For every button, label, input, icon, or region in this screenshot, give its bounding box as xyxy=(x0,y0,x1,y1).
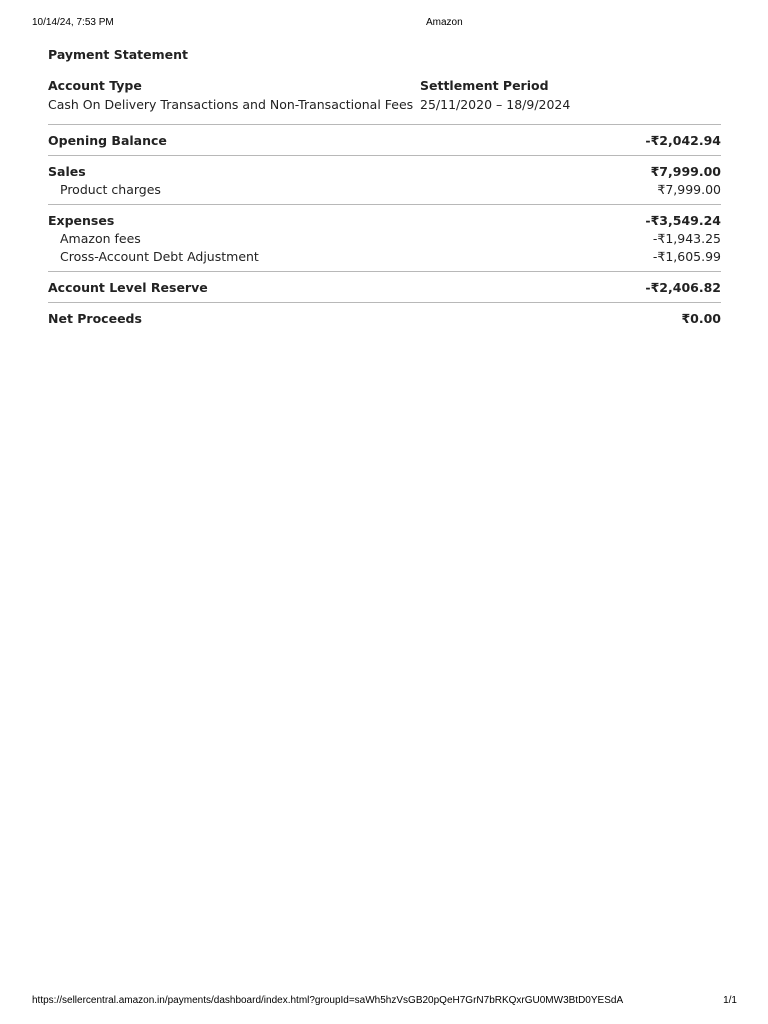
print-datetime: 10/14/24, 7:53 PM xyxy=(32,17,114,28)
product-charges-row xyxy=(48,181,721,199)
net-proceeds-row xyxy=(48,310,721,328)
account-type-block xyxy=(48,76,413,114)
print-url: https://sellercentral.amazon.in/payments/dashboard/index.html?groupId=saWh5hzVsGB20pQeH7GrN7bRKQxrGU0MW3BtD0YESdA xyxy=(32,995,624,1006)
debt-adjustment-amount: -₹1,605.99 xyxy=(652,249,721,264)
sales-row xyxy=(48,163,721,181)
amazon-fees-label: Amazon fees xyxy=(60,231,141,246)
sales-label: Sales xyxy=(48,164,86,179)
product-charges-label: Product charges xyxy=(60,182,161,197)
opening-balance-amount: -₹2,042.94 xyxy=(645,133,721,148)
debt-adjustment-row xyxy=(48,248,721,266)
opening-balance-row xyxy=(48,132,721,150)
print-header xyxy=(0,17,768,31)
reserve-section xyxy=(48,271,721,302)
account-type-label: Account Type xyxy=(48,78,142,93)
settlement-period-label: Settlement Period xyxy=(420,78,549,93)
opening-balance-section xyxy=(48,124,721,155)
net-proceeds-label: Net Proceeds xyxy=(48,311,142,326)
print-page-title: Amazon xyxy=(426,17,463,28)
product-charges-amount: ₹7,999.00 xyxy=(657,182,721,197)
opening-balance-label: Opening Balance xyxy=(48,133,167,148)
amazon-fees-amount: -₹1,943.25 xyxy=(652,231,721,246)
settlement-period-value: 25/11/2020 – 18/9/2024 xyxy=(420,97,571,112)
settlement-period-block xyxy=(420,76,570,114)
statement-title: Payment Statement xyxy=(48,47,188,62)
sales-amount: ₹7,999.00 xyxy=(650,164,721,179)
amazon-fees-row xyxy=(48,230,721,248)
expenses-section xyxy=(48,204,721,271)
debt-adjustment-label: Cross-Account Debt Adjustment xyxy=(60,249,259,264)
reserve-row xyxy=(48,279,721,297)
expenses-row xyxy=(48,212,721,230)
reserve-amount: -₹2,406.82 xyxy=(645,280,721,295)
account-info xyxy=(48,76,721,114)
print-footer xyxy=(0,995,768,1009)
expenses-label: Expenses xyxy=(48,213,115,228)
account-type-value: Cash On Delivery Transactions and Non-Transactional Fees xyxy=(48,97,414,112)
expenses-amount: -₹3,549.24 xyxy=(645,213,721,228)
print-page-number: 1/1 xyxy=(723,995,737,1006)
payment-statement xyxy=(48,46,721,333)
net-proceeds-section xyxy=(48,302,721,333)
sales-section xyxy=(48,155,721,204)
net-proceeds-amount: ₹0.00 xyxy=(681,311,721,326)
reserve-label: Account Level Reserve xyxy=(48,280,208,295)
